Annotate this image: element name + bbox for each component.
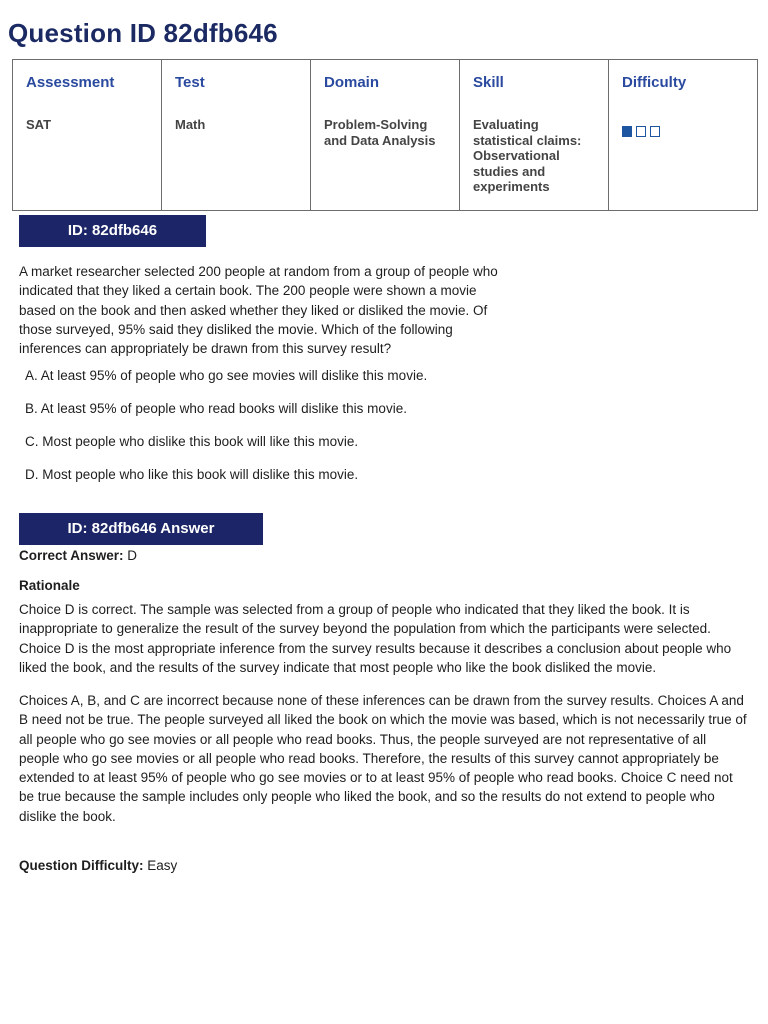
- assessment-value: SAT: [26, 117, 52, 132]
- skill-cell: [460, 60, 609, 211]
- difficulty-square-filled: [622, 126, 632, 137]
- difficulty-cell: [609, 60, 758, 211]
- rationale-paragraph-1: Choice D is correct. The sample was selected from a group of people who indicated that they liked the book. It is inappropriate to generalize the result of the survey beyond the population from which the participants were selected. Choice D is the most appropriate inference from the survey results because it describes a conclusion about people who liked the book, and the results of the survey indicate that most people who like the book disliked the movie.: [19, 602, 732, 675]
- choice-b: B. At least 95% of people who read books will dislike this movie.: [25, 401, 407, 416]
- choice-c: C. Most people who dislike this book will like this movie.: [25, 434, 359, 449]
- test-header: Test: [175, 74, 205, 91]
- answer-id-banner: ID: 82dfb646 Answer: [19, 513, 263, 545]
- question-difficulty-label: Question Difficulty:: [19, 858, 144, 873]
- test-value: Math: [175, 117, 206, 132]
- skill-value: Evaluating statistical claims: Observational studies and experiments: [473, 117, 582, 194]
- question-metadata-table: [12, 59, 758, 211]
- rationale-paragraph-2: Choices A, B, and C are incorrect because none of these inferences can be drawn from the survey results. Choices A and B need not be true. The people surveyed all liked the book on which the movie was based, which is not necessarily true of all people who go see movies or all people who read books. Thus, the people surveyed are not representative of all people who go see movies or all people who read books. Therefore, the results of this survey cannot appropriately be extended to at least 95% of people who go see movies or to at least 95% of people who read books. Choice C need not be true because the sample includes only people who liked the book, and so the results do not extend to people who dislike the book.: [19, 693, 747, 824]
- domain-value: Problem-Solving and Data Analysis: [324, 117, 436, 148]
- question-difficulty-line: [19, 858, 177, 873]
- assessment-header: Assessment: [26, 74, 115, 91]
- test-cell: [162, 60, 311, 211]
- rationale-heading: Rationale: [19, 578, 80, 593]
- difficulty-square-empty: [650, 126, 660, 137]
- difficulty-square-empty: [636, 126, 646, 137]
- assessment-cell: [13, 60, 162, 211]
- question-stem: A market researcher selected 200 people at random from a group of people who indicated that they liked a certain book. The 200 people were shown a movie based on the book and then asked whether they liked or disliked the movie. Of those surveyed, 95% said they disliked the movie. Which of the following inferences can appropriately be drawn from this survey result?: [19, 264, 498, 357]
- domain-cell: [311, 60, 460, 211]
- choice-a: A. At least 95% of people who go see movies will dislike this movie.: [25, 368, 428, 383]
- correct-answer-line: [19, 548, 137, 563]
- question-difficulty-value: Easy: [147, 858, 178, 873]
- page-title: Question ID 82dfb646: [8, 18, 278, 48]
- difficulty-indicator: [622, 126, 664, 144]
- domain-header: Domain: [324, 74, 380, 91]
- question-id-banner: ID: 82dfb646: [19, 215, 206, 247]
- difficulty-header: Difficulty: [622, 74, 687, 91]
- correct-answer-label: Correct Answer:: [19, 548, 124, 563]
- correct-answer-value: D: [127, 548, 138, 563]
- choice-d: D. Most people who like this book will dislike this movie.: [25, 467, 359, 482]
- skill-header: Skill: [473, 74, 504, 91]
